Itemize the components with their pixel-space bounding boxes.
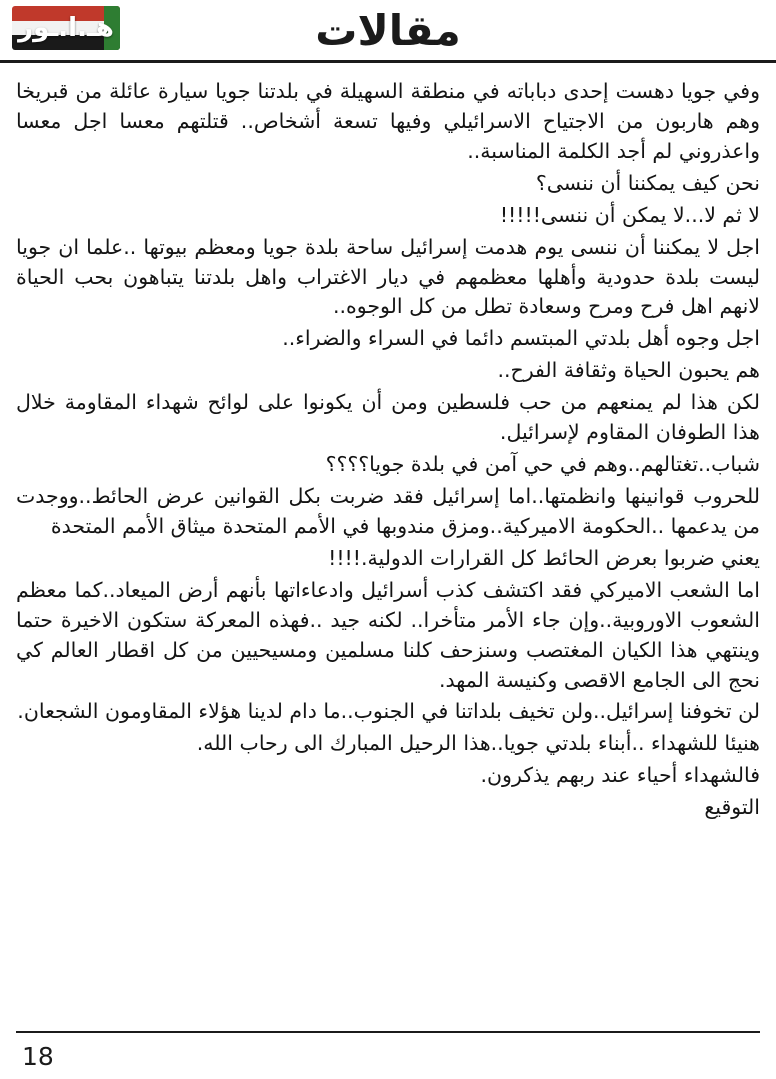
- logo-text: هـ.ا.ـور: [18, 13, 114, 43]
- footer-divider: [16, 1031, 760, 1033]
- page-header: [0, 0, 776, 58]
- article-paragraph: وفي جويا دهست إحدى دباباته في منطقة السهيلة في بلدتنا جويا سيارة عائلة من قبريخا وهم هاربون من الاجتياح الاسرائيلي وفيها تسعة أشخاص.. قتلتهم معسا اجل معسا واعذروني لم أجد الكلمة المناسبة..: [16, 79, 760, 163]
- article-paragraph: لا ثم لا...لا يمكن أن ننسى!!!!!: [499, 202, 760, 227]
- article-paragraph: للحروب قوانينها وانظمتها..اما إسرائيل فقد ضربت بكل القوانين عرض الحائط..ووجدت من يدعمها ..الحكومة الاميركية..ومزق مندوبها في الأمم المتحدة ميثاق الأمم المتحدة: [16, 483, 760, 538]
- article-paragraph: فالشهداء أحياء عند ربهم يذكرون.: [480, 763, 760, 788]
- article-paragraph: هم يحبون الحياة وثقافة الفرح..: [497, 358, 760, 383]
- article-paragraph: اجل لا يمكننا أن ننسى يوم هدمت إسرائيل ساحة بلدة جويا ومعظم بيوتها ..علما ان جويا ليست بلدة حدودية وأهلها معظمهم في ديار الاغتراب واهل بلدتنا يتباهون بحب الحياة لانهم اهل فرح ومرح وسعادة تطل من كل الوجوه..: [16, 234, 760, 319]
- article-paragraph: يعني ضربوا بعرض الحائط كل القرارات الدولية.!!!!: [328, 545, 760, 570]
- page-number: 18: [22, 1042, 54, 1071]
- article-paragraph: لكن هذا لم يمنعهم من حب فلسطين ومن أن يكونوا على لوائح شهداء المقاومة خلال هذا الطوفان المقاوم لإسرائيل.: [16, 390, 760, 445]
- publication-logo: [12, 6, 120, 50]
- article-paragraph: اجل وجوه أهل بلدتي المبتسم دائما في السراء والضراء..: [282, 326, 760, 351]
- article-paragraph: شباب..تغتالهم..وهم في حي آمن في بلدة جويا؟؟؟؟: [325, 452, 760, 477]
- page-title: مقالات: [315, 6, 461, 55]
- article-paragraph: نحن كيف يمكننا أن ننسى؟: [535, 170, 760, 195]
- article-paragraph: التوقيع: [704, 795, 760, 820]
- article-paragraph: اما الشعب الاميركي فقد اكتشف كذب أسرائيل وادعاءاتها بأنهم أرض الميعاد..كما معظم الشعوب الاوروبية..وإن جاء الأمر متأخرا.. لكنه جيد ..فهذه المعركة ستكون الاخيرة حتما وينتهي هذا الكيان المغتصب وسنزحف كلنا مسلمين ومسيحيين من كل اقطار العالم كي نحج الى الجامع الاقصى وكنيسة المهد.: [16, 577, 760, 692]
- article-paragraph: هنيئا للشهداء ..أبناء بلدتي جويا..هذا الرحيل المبارك الى رحاب الله.: [196, 731, 760, 756]
- article-body: [0, 63, 776, 823]
- article-paragraph: لن تخوفنا إسرائيل..ولن تخيف بلداتنا في الجنوب..ما دام لدينا هؤلاء المقاومون الشجعان.: [17, 699, 760, 724]
